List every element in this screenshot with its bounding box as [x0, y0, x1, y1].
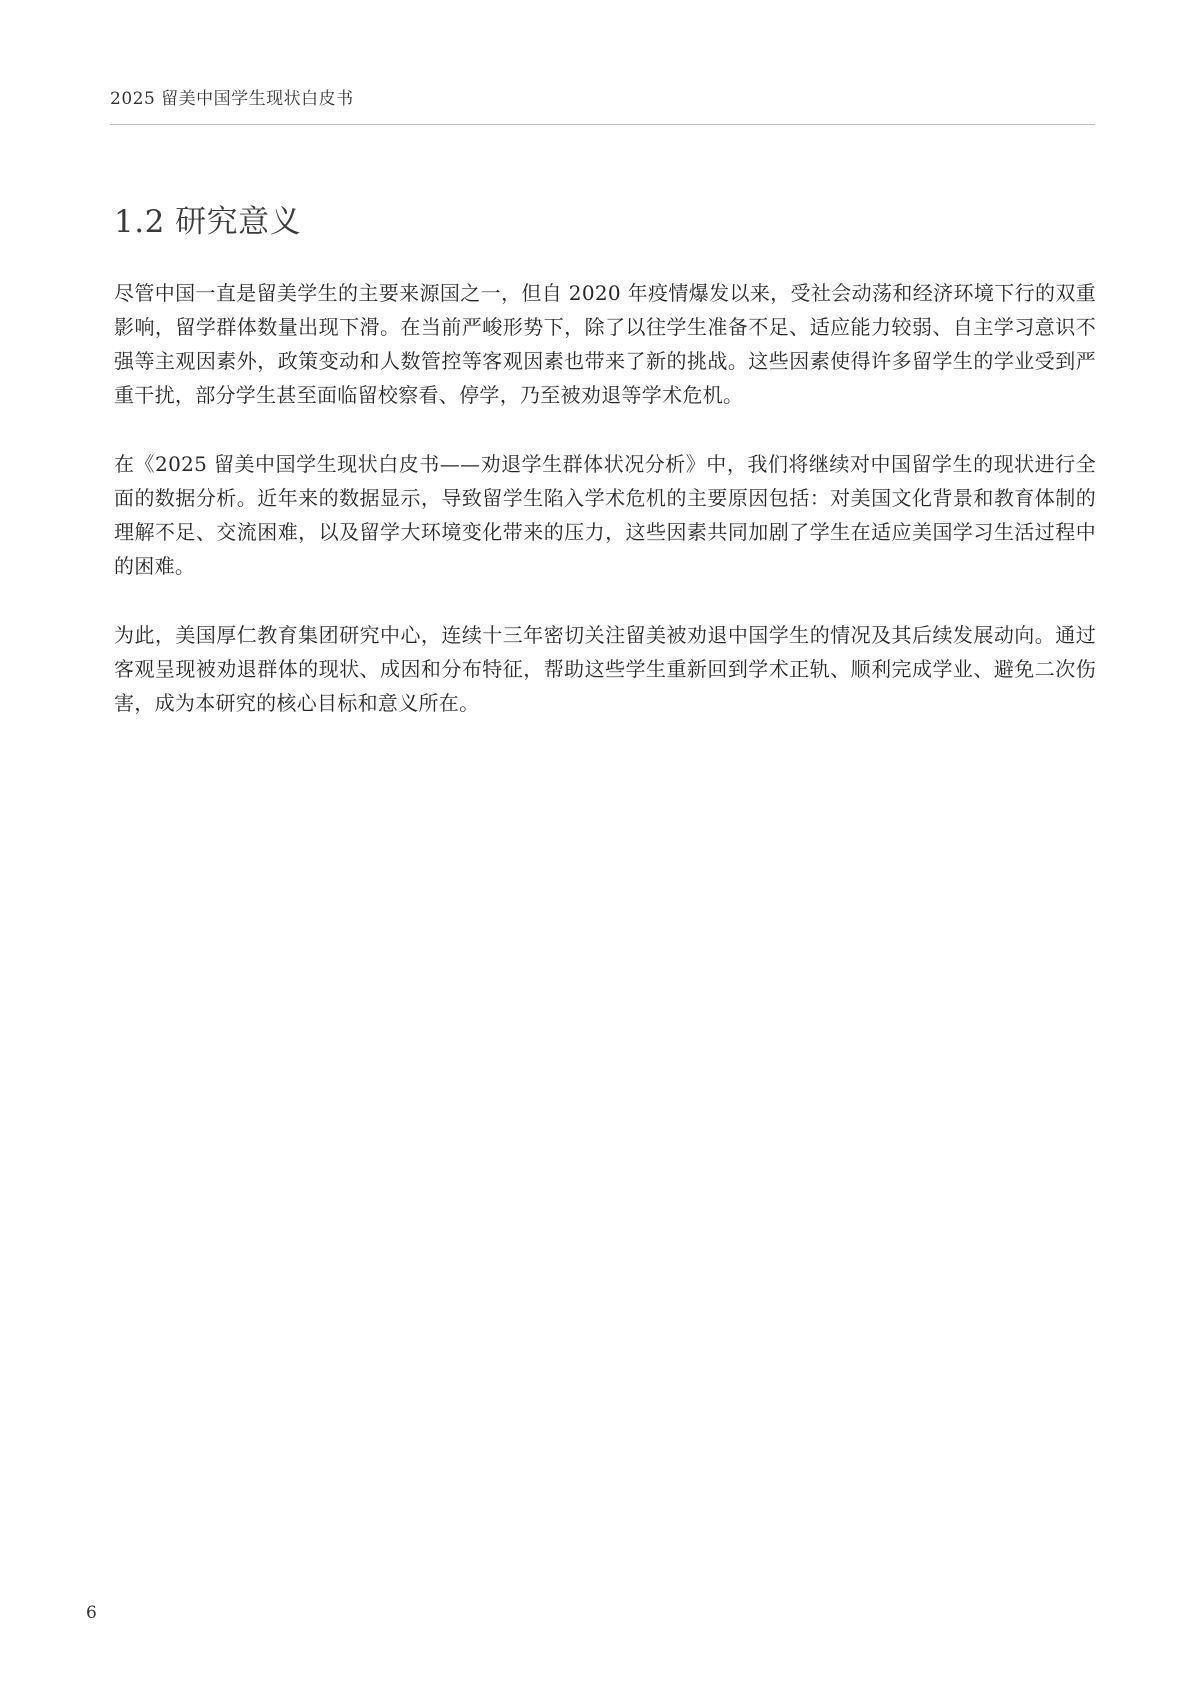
- paragraph-3: 为此，美国厚仁教育集团研究中心，连续十三年密切关注留美被劝退中国学生的情况及其后续发展动向。通过客观呈现被劝退群体的现状、成因和分布特征，帮助这些学生重新回到学术正轨、顺利完成学业、避免二次伤害，成为本研究的核心目标和意义所在。: [114, 623, 1096, 715]
- paragraph-2: 在《2025 留美中国学生现状白皮书——劝退学生群体状况分析》中，我们将继续对中国留学生的现状进行全面的数据分析。近年来的数据显示，导致留学生陷入学术危机的主要原因包括：对美国文化背景和教育体制的理解不足、交流困难，以及留学大环境变化带来的压力，这些因素共同加剧了学生在适应美国学习生活过程中的困难。: [114, 452, 1096, 578]
- header-divider: [110, 124, 1095, 125]
- section-body: [114, 276, 1096, 755]
- running-header: 2025 留美中国学生现状白皮书: [110, 89, 354, 109]
- section-title: 1.2 研究意义: [114, 204, 302, 240]
- page-number: 6: [86, 1603, 97, 1623]
- paragraph-1: 尽管中国一直是留美学生的主要来源国之一，但自 2020 年疫情爆发以来，受社会动荡和经济环境下行的双重影响，留学群体数量出现下滑。在当前严峻形势下，除了以往学生准备不足、适应能力较弱、自主学习意识不强等主观因素外，政策变动和人数管控等客观因素也带来了新的挑战。这些因素使得许多留学生的学业受到严重干扰，部分学生甚至面临留校察看、停学，乃至被劝退等学术危机。: [114, 281, 1096, 407]
